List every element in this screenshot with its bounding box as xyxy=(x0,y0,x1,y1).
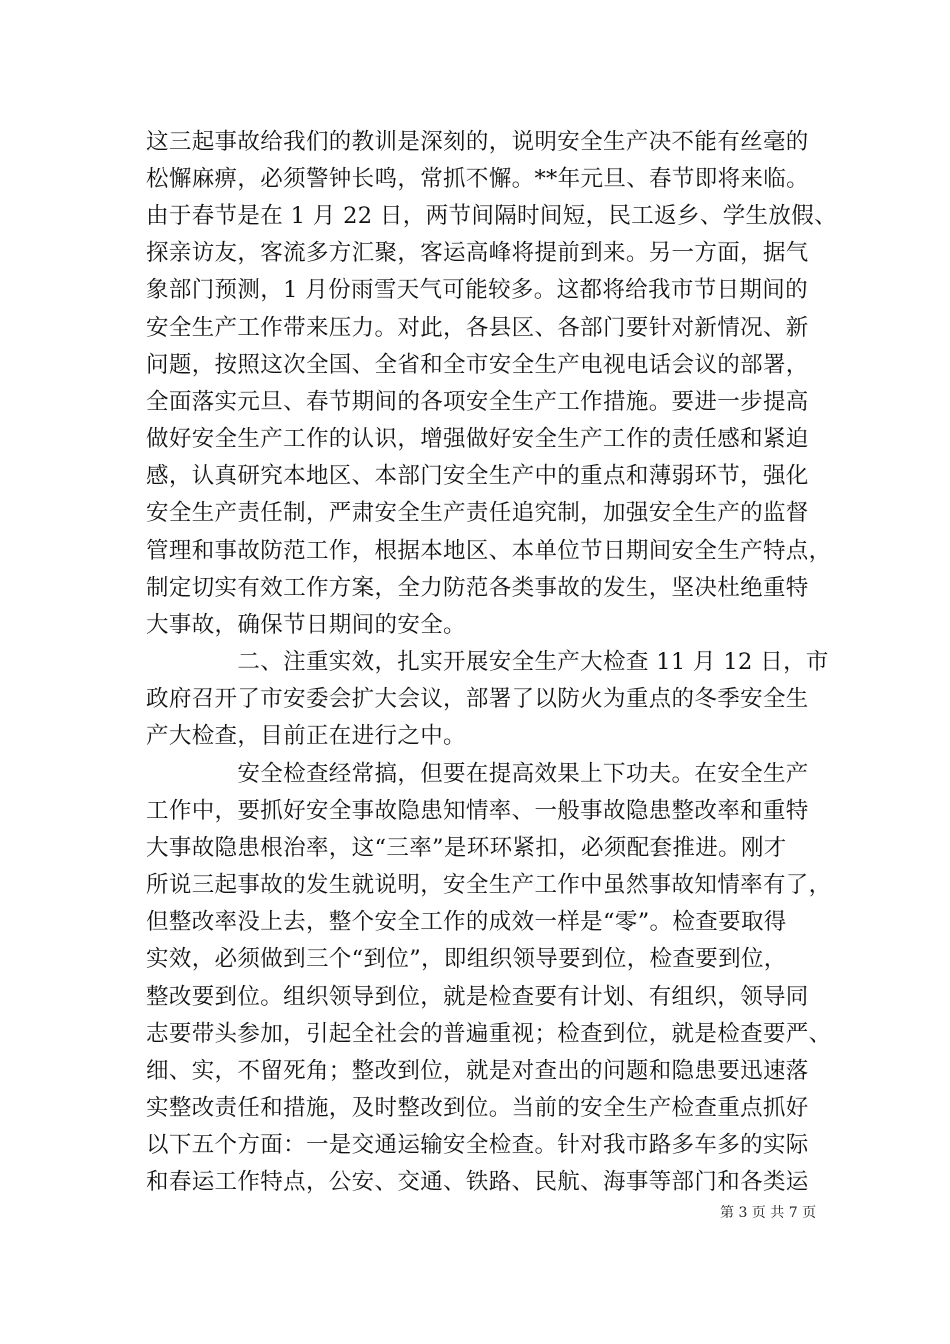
text-line: 志要带头参加，引起全社会的普遍重视；检查到位，就是检查要严、 xyxy=(146,1021,832,1047)
text-line: 大事故，确保节日期间的安全。 xyxy=(146,612,466,638)
text-line: 松懈麻痹，必须警钟长鸣，常抓不懈。**年元旦、春节即将来临。 xyxy=(146,166,810,192)
page-number-footer: 第 3 页 共 7 页 xyxy=(720,1205,817,1221)
text-line: 大事故隐患根治率，这“三率”是环环紧扣，必须配套推进。刚才 xyxy=(146,835,787,861)
text-line: 和春运工作特点，公安、交通、铁路、民航、海事等部门和各类运 xyxy=(146,1169,809,1195)
text-line: 所说三起事故的发生就说明，安全生产工作中虽然事故知情率有了， xyxy=(146,872,832,898)
text-line: 管理和事故防范工作，根据本地区、本单位节日期间安全生产特点， xyxy=(146,538,832,564)
text-line: 安全生产工作带来压力。对此，各县区、各部门要针对新情况、新 xyxy=(146,315,809,341)
text-line: 做好安全生产工作的认识，增强做好安全生产工作的责任感和紧迫 xyxy=(146,426,809,452)
text-line: 感，认真研究本地区、本部门安全生产中的重点和薄弱环节，强化 xyxy=(146,463,809,489)
text-line: 制定切实有效工作方案，全力防范各类事故的发生，坚决杜绝重特 xyxy=(146,575,809,601)
text-line: 细、实，不留死角；整改到位，就是对查出的问题和隐患要迅速落 xyxy=(146,1058,809,1084)
text-line: 政府召开了市安委会扩大会议，部署了以防火为重点的冬季安全生 xyxy=(146,686,809,712)
text-line: 安全检查经常搞，但要在提高效果上下功夫。在安全生产 xyxy=(146,761,809,787)
text-line: 象部门预测，1 月份雨雪天气可能较多。这都将给我市节日期间的 xyxy=(146,277,808,303)
text-line: 探亲访友，客流多方汇聚，客运高峰将提前到来。另一方面，据气 xyxy=(146,240,809,266)
text-line: 但整改率没上去，整个安全工作的成效一样是“零”。检查要取得 xyxy=(146,909,787,935)
text-line: 二、注重实效，扎实开展安全生产大检查 11 月 12 日，市 xyxy=(146,649,829,675)
text-line: 全面落实元旦、春节期间的各项安全生产工作措施。要进一步提高 xyxy=(146,389,809,415)
text-line: 问题，按照这次全国、全省和全市安全生产电视电话会议的部署， xyxy=(146,352,809,378)
text-line: 整改要到位。组织领导到位，就是检查要有计划、有组织，领导同 xyxy=(146,984,809,1010)
text-line: 实整改责任和措施，及时整改到位。当前的安全生产检查重点抓好 xyxy=(146,1095,809,1121)
text-line: 以下五个方面：一是交通运输安全检查。针对我市路多车多的实际 xyxy=(146,1132,809,1158)
text-line: 工作中，要抓好安全事故隐患知情率、一般事故隐患整改率和重特 xyxy=(146,798,809,824)
text-line: 实效，必须做到三个“到位”，即组织领导要到位，检查要到位， xyxy=(146,946,787,972)
text-line: 由于春节是在 1 月 22 日，两节间隔时间短，民工返乡、学生放假、 xyxy=(146,203,837,229)
text-line: 安全生产责任制，严肃安全生产责任追究制，加强安全生产的监督 xyxy=(146,500,809,526)
text-line: 这三起事故给我们的教训是深刻的，说明安全生产决不能有丝毫的 xyxy=(146,129,809,155)
text-line: 产大检查，目前正在进行之中。 xyxy=(146,723,466,749)
